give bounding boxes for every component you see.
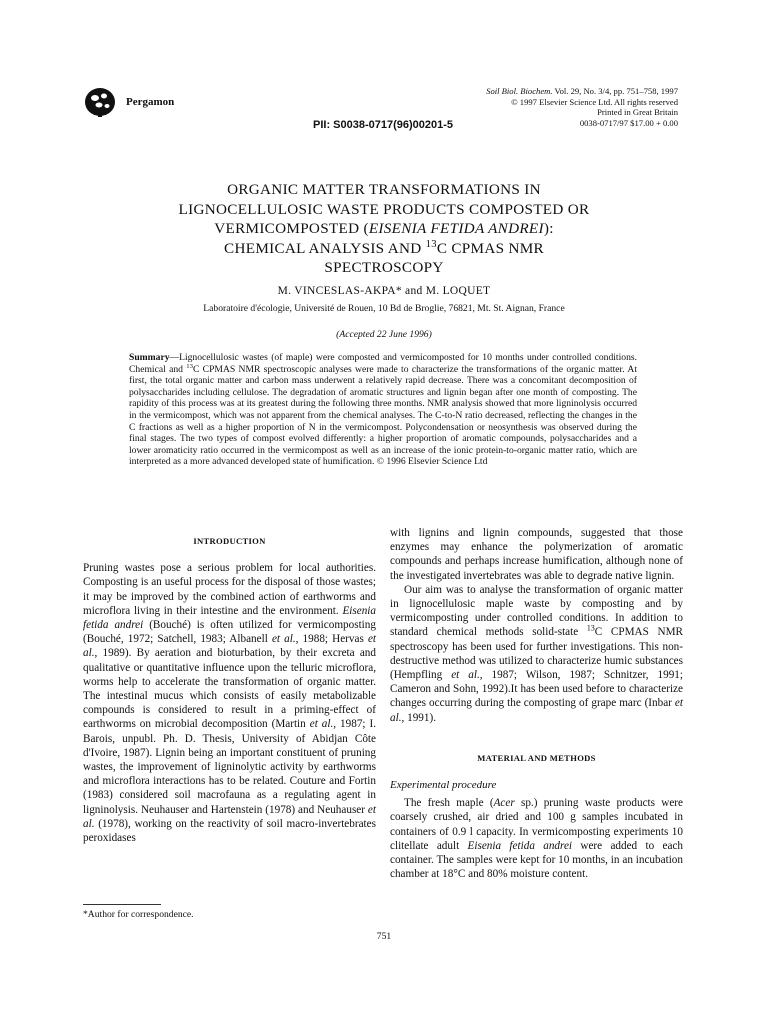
publisher-name: Pergamon [126, 96, 175, 108]
publisher-logo [82, 86, 174, 118]
left-column [83, 534, 376, 845]
accepted-date: (Accepted 22 June 1996) [336, 329, 432, 340]
article-title: ORGANIC MATTER TRANSFORMATIONS IN LIGNOCELLULOSIC WASTE PRODUCTS COMPOSTED OR VERMICOMPOSTED (EISENIA FETIDA ANDREI): CHEMICAL ANALYSIS AND $^{13}$C CPMAS NMR SPECTROSCOPY [178, 181, 590, 276]
affiliation: Laboratoire d'écologie, Université de Rouen, 10 Bd de Broglie, 76821, Mt. St. Aignan, France [203, 303, 565, 314]
pergamon-tree-icon [82, 86, 122, 118]
procedure-paragraph: The fresh maple (Acer sp.) pruning waste products were coarsely crushed, air dried and 100 g samples incubated in containers of 0.9 l capacity. In vermicomposting experiments 10 clitellate adult Eisenia fetida andrei were added to each container. The samples were kept for 10 months, in an incubation chamber at 18°C and 80% moisture content. [390, 797, 684, 881]
intro-continued-paragraph: with lignins and lignin compounds, suggested that those enzymes may enhance the polymerization of aromatic compounds and perhaps increase humification, although none of the investigated invertebrates was able to degrade native lignin. [390, 527, 683, 582]
journal-citation [486, 86, 678, 128]
introduction-heading: INTRODUCTION [193, 536, 266, 546]
aim-paragraph: Our aim was to analyse the transformation of organic matter in lignocellulosic maple waste by composting and by vermicomposting under controlled conditions. In addition to standard chemical methods solid-state $^{13}$C CPMAS NMR spectroscopy has been used for further investigations. This non-destructive method was utilized to characterize humic substances (Hempfling et al., 1987; Wilson, 1987; Schnitzer, 1991; Cameron and Sohn, 1992).It has been used before to characterize changes occurring during the composting of grape marc (Inbar et al., 1991). [390, 583, 684, 724]
pii-code: PII: S0038-0717(96)00201-5 [313, 119, 454, 131]
footnote-rule [83, 904, 161, 905]
abstract: Summary—Lignocellulosic wastes (of maple) were composted and vermicomposted for 10 months under controlled conditions. Chemical and $^{13}$C CPMAS NMR spectroscopic analyses were made to characterize the transformations of the organic matter. At first, the total organic matter and carbon mass underwent a relatively rapid decrease. There was a concomitant decomposition of polysaccharides including cellulose. The degradation of aromatic structures and lignin began after one month of composting. The rapidity of this process was at its greatest during the following three months. NMR analysis showed that more ligninolysis occurred in the vermicompost, which was not apparent from the chemical analyses. The C-to-N ratio decreased, reflecting the changes in the C fractions as well as a higher proportion of N in the vermicompost. Polycondensation or neosynthesis was observed during the final stages. The two types of compost evolved differently: a higher proportion of aromatic compounds, polysaccharides and a lower aromaticity ratio occurred in the vermicompost as well as an increase of the ionic protein-to-organic matter ratio, which are interpreted as a more advanced developed state of humification. © 1996 Elsevier Science Ltd [129, 352, 637, 468]
journal-volume: Vol. 29, No. 3/4, pp. 751–758, 1997 [552, 86, 678, 96]
copyright-line: © 1997 Elsevier Science Ltd. All rights reserved [511, 96, 678, 107]
author-footnote: *Author for correspondence. [83, 909, 194, 920]
journal-name: Soil Biol. Biochem. [486, 86, 553, 96]
authors: M. VINCESLAS-AKPA* and M. LOQUET [277, 285, 491, 297]
methods-heading: MATERIAL AND METHODS [477, 752, 596, 763]
right-column [390, 526, 683, 881]
experimental-procedure-heading: Experimental procedure [390, 779, 497, 792]
page-number: 751 [376, 931, 392, 942]
printed-line: Printed in Great Britain [597, 107, 678, 118]
intro-paragraph: Pruning wastes pose a serious problem for local authorities. Composting is an useful process for the disposal of those wastes; it may be improved by the combined action of earthworms and microflora living in their intestine and the environment. Eisenia fetida andrei (Bouché) is often utilized for vermicomposting (Bouché, 1972; Satchell, 1983; Albanell et al., 1988; Hervas et al., 1989). By aeration and bioturbation, by their excreta and qualitative or quantitative influence upon the telluric microflora, worms help to accelerate the transformation of organic matter. The intestinal mucus which consists of easily metabolizable compounds is considered to result in a priming-effect of earthworms on microbial decomposition (Martin et al., 1987; I. Barois, unpubl. Ph. D. Thesis, University of Abidjan Côte d'Ivoire, 1987). Lignin being an important constituent of pruning wastes, the improvement of ligninolytic activity by earthworms and microflora interactions has to be related. Couture and Fortin (1983) considered soil macrofauna as a regulating agent in ligninolysis. Neuhauser and Hartenstein (1978) and Neuhauser et al. (1978), working on the reactivity of soil macro-invertebrates peroxidases [83, 562, 377, 845]
issn-price: 0038-0717/97 $17.00 + 0.00 [579, 117, 678, 128]
